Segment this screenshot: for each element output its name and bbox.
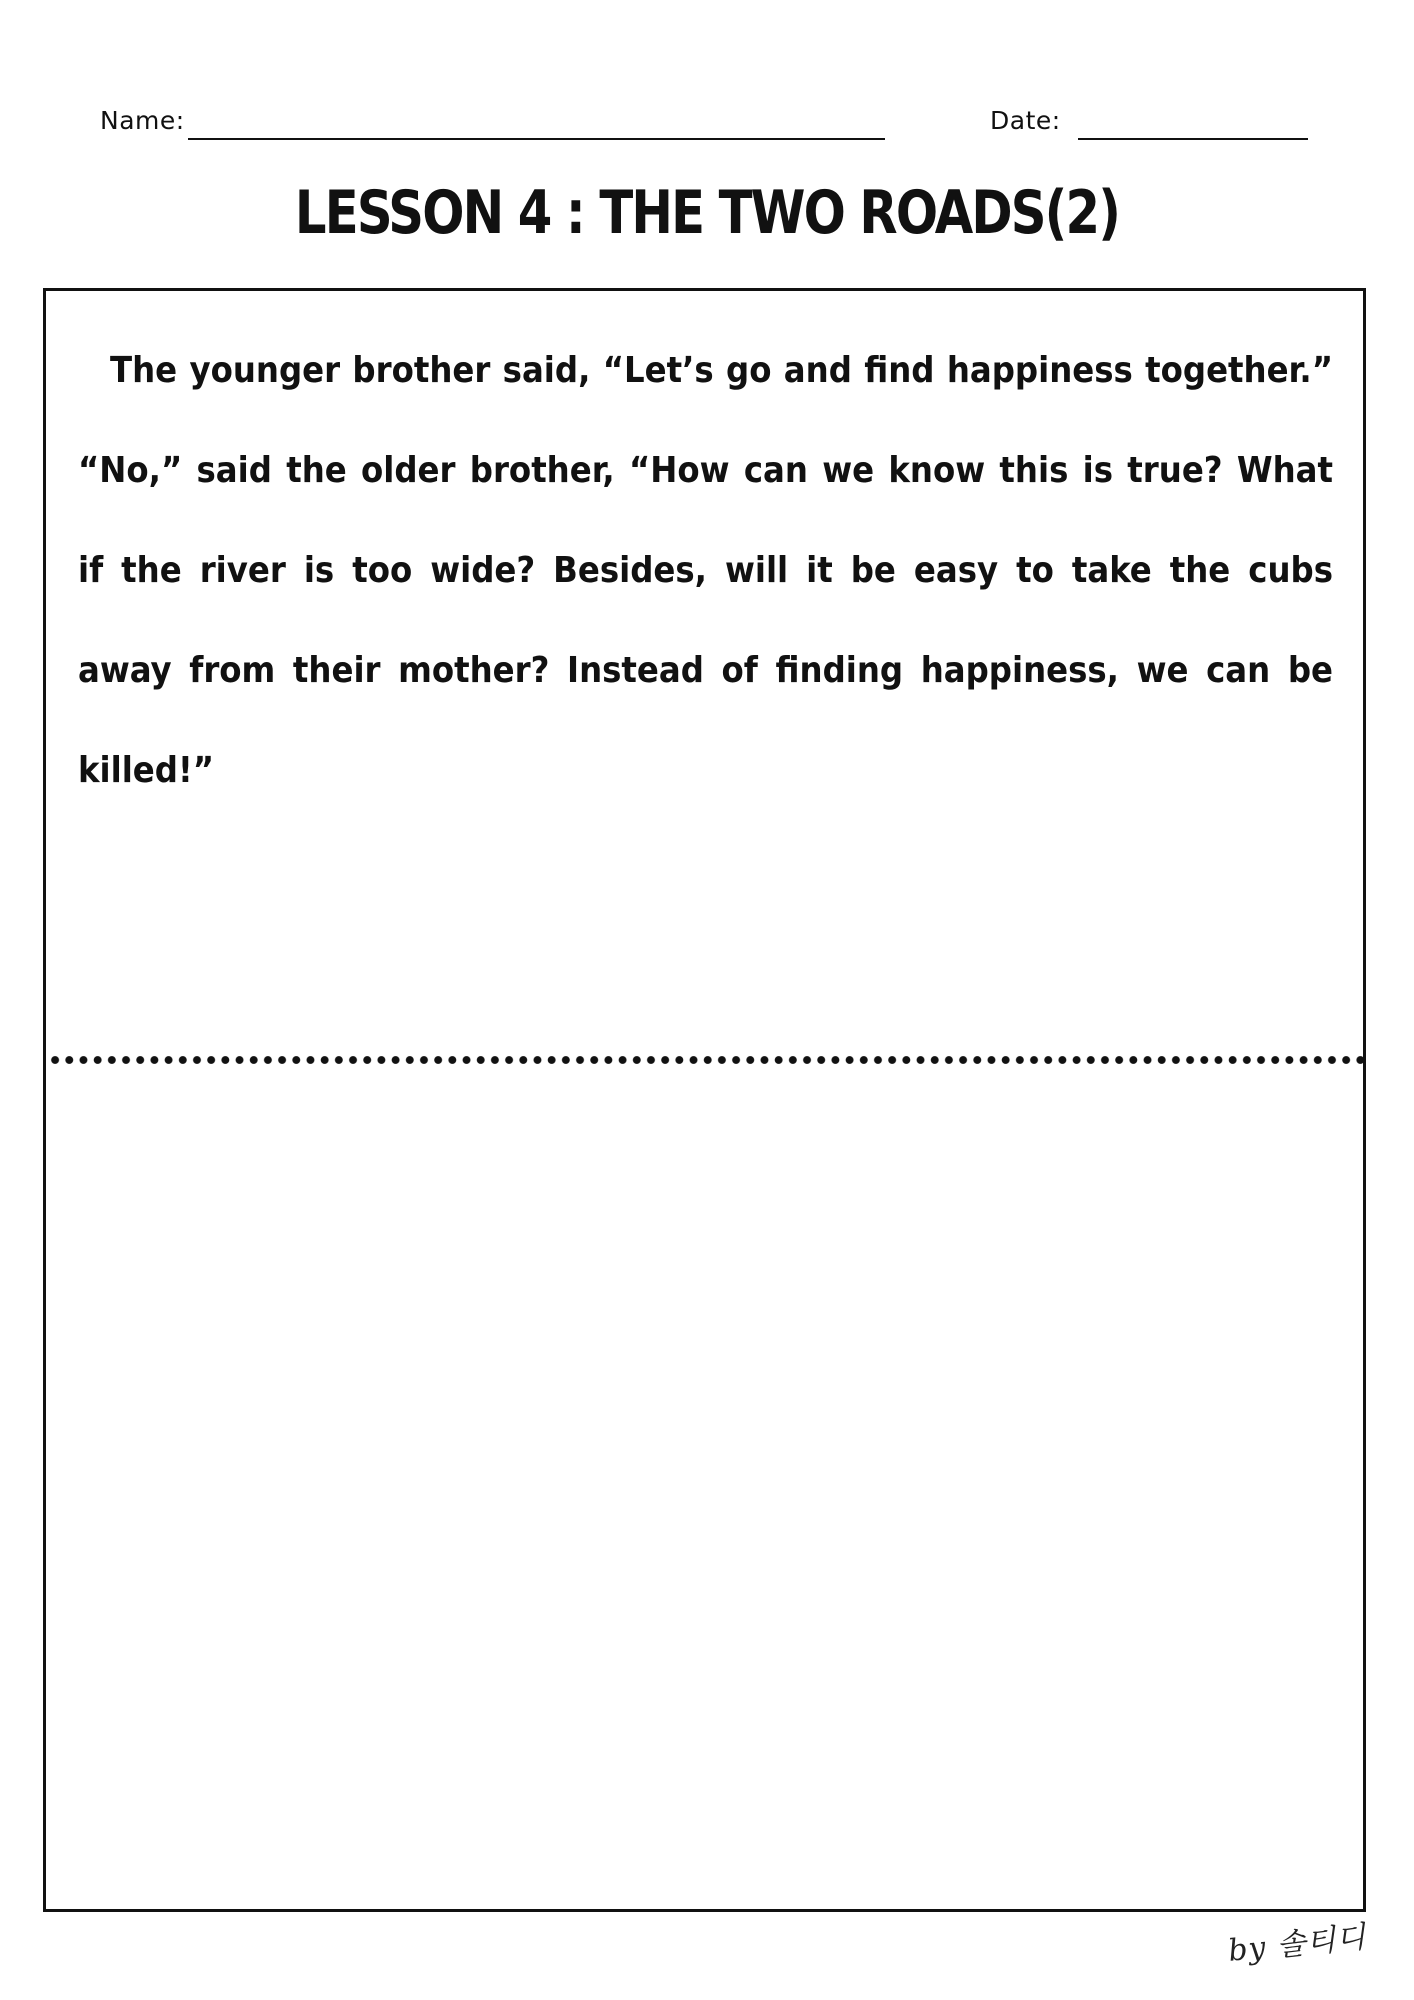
name-field-line[interactable]: [188, 138, 885, 140]
date-field-line[interactable]: [1078, 138, 1308, 140]
reading-passage: The younger brother said, “Let’s go and find happiness together.” “No,” said the older brother, “How can we know this is true? What if the river is too wide? Besides, will it be easy to take the cubs away from their mother? Instead of finding happiness, we can be killed!”: [78, 350, 1333, 791]
date-label: Date:: [990, 106, 1061, 135]
worksheet-frame: [43, 288, 1366, 1912]
header-fields: [100, 104, 1320, 144]
name-label: Name:: [100, 106, 185, 135]
author-signature: by 솔티디: [1226, 1919, 1369, 1969]
worksheet-title: LESSON 4 : THE TWO ROADS(2): [294, 178, 1120, 248]
dotted-divider: [46, 1055, 1363, 1065]
